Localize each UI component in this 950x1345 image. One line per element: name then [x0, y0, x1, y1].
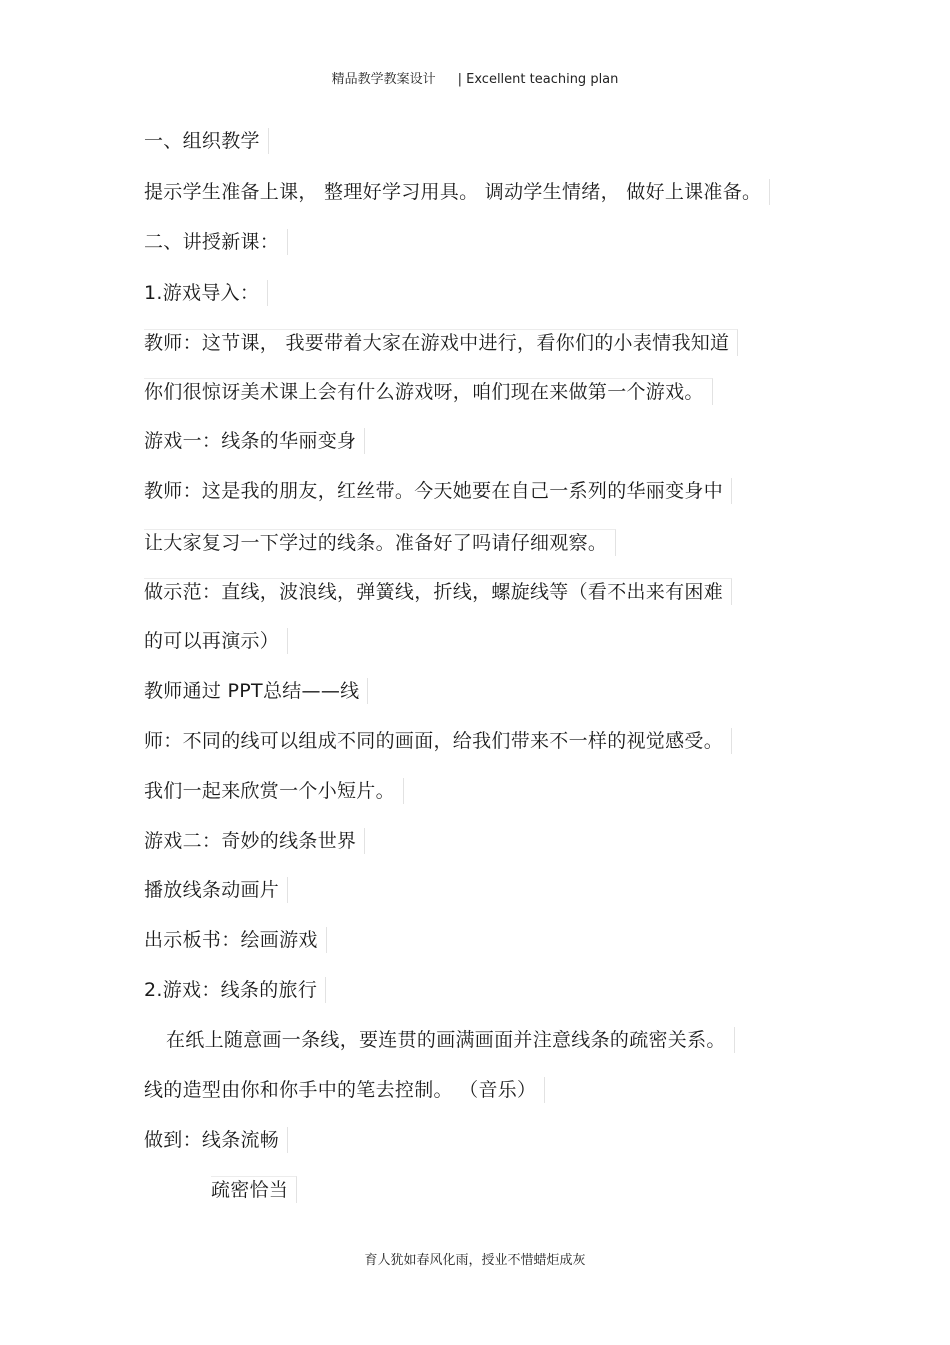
text-line: 让大家复习一下学过的线条。准备好了吗请仔细观察。: [144, 529, 616, 556]
text-line: 教师：这是我的朋友，红丝带。今天她要在自己一系列的华丽变身中: [144, 478, 732, 504]
subheading-line-travel: 2.游戏：线条的旅行: [144, 977, 326, 1003]
text-line: 教师：这节课， 我要带着大家在游戏中进行，看你们的小表情我知道: [144, 329, 738, 356]
text-line: 播放线条动画片: [144, 877, 288, 903]
text-line: 你们很惊讶美术课上会有什么游戏呀，咱们现在来做第一个游戏。: [144, 378, 713, 405]
text-line: 在纸上随意画一条线，要连贯的画满画面并注意线条的疏密关系。: [166, 1027, 735, 1053]
section-heading-organize: 一、组织教学: [144, 128, 269, 154]
text-line: 提示学生准备上课， 整理好学习用具。 调动学生情绪， 做好上课准备。: [144, 179, 770, 205]
header-title-cn: 精品教学教案设计: [331, 72, 436, 87]
subheading-game-one: 游戏一：线条的华丽变身: [144, 428, 365, 454]
text-line: 疏密恰当: [211, 1176, 297, 1203]
section-heading-new-lesson: 二、讲授新课：: [144, 229, 288, 255]
page-footer: 育人犹如春风化雨，授业不惜蜡炬成灰: [364, 1253, 586, 1268]
text-line: 教师通过 PPT总结——线: [144, 678, 368, 704]
text-line: 出示板书：绘画游戏: [144, 927, 327, 953]
subheading-game-intro: 1.游戏导入：: [144, 280, 268, 306]
text-line: 我们一起来欣赏一个小短片。: [144, 778, 404, 804]
text-line: 线的造型由你和你手中的笔去控制。 （音乐）: [144, 1077, 545, 1103]
text-line: 的可以再演示）: [144, 628, 288, 654]
subheading-game-two: 游戏二：奇妙的线条世界: [144, 828, 365, 854]
text-line: 做示范：直线，波浪线，弹簧线，折线，螺旋线等（看不出来有困难: [144, 578, 732, 605]
text-line: 师：不同的线可以组成不同的画面，给我们带来不一样的视觉感受。: [144, 728, 732, 754]
header-title-en: | Excellent teaching plan: [457, 72, 619, 87]
text-line: 做到：线条流畅: [144, 1127, 288, 1153]
